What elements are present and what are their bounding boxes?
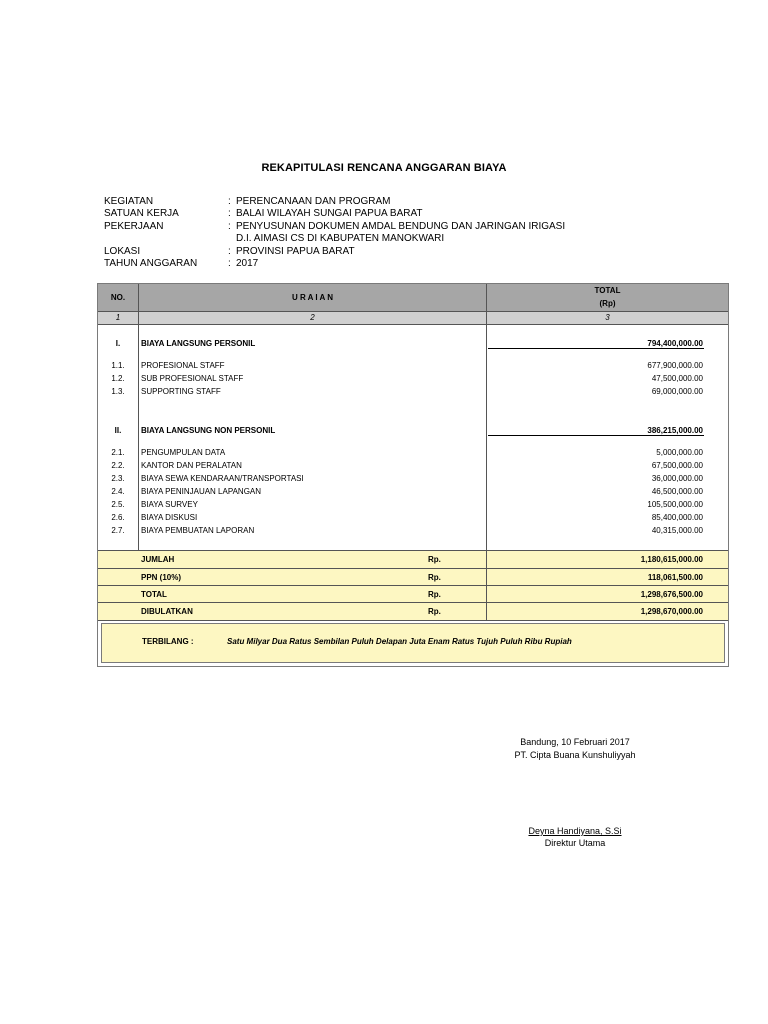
meta-colon: : [228, 196, 231, 207]
row-label: SUB PROFESIONAL STAFF [141, 374, 244, 383]
row-label: PROFESIONAL STAFF [141, 361, 225, 370]
budget-table [97, 283, 729, 667]
meta-value: PROVINSI PAPUA BARAT [236, 245, 355, 257]
row-no: 1.3. [111, 387, 125, 396]
signatory-position: Direktur Utama [544, 838, 606, 848]
row-amount: 386,215,000.00 [647, 426, 703, 435]
row-amount: 36,000,000.00 [651, 474, 703, 483]
table-row [98, 474, 728, 486]
table-row [98, 500, 728, 512]
row-label: BIAYA SEWA KENDARAAN/TRANSPORTASI [141, 474, 304, 483]
row-no: 1.1. [111, 361, 125, 370]
meta-value: BALAI WILAYAH SUNGAI PAPUA BARAT [236, 208, 423, 220]
header-total-unit: (Rp) [599, 299, 616, 308]
table-row [98, 387, 728, 399]
row-label: SUPPORTING STAFF [141, 387, 221, 396]
row-label: BIAYA LANGSUNG PERSONIL [141, 339, 256, 348]
row-divider [98, 585, 728, 586]
row-label: KANTOR DAN PERALATAN [141, 461, 242, 470]
subtotal-underline [488, 435, 704, 436]
meta-label: KEGIATAN [104, 196, 154, 207]
row-label: BIAYA LANGSUNG NON PERSONIL [141, 426, 276, 435]
table-row [98, 361, 728, 373]
total-currency: Rp. [428, 607, 441, 616]
row-label: BIAYA PEMBUATAN LAPORAN [141, 526, 255, 535]
total-row-ppn [98, 573, 728, 585]
row-no: 2.2. [111, 461, 125, 470]
row-amount: 85,400,000.00 [651, 513, 703, 522]
row-no: I. [115, 339, 121, 348]
total-amount: 1,298,676,500.00 [640, 590, 703, 599]
meta-value: PENYUSUNAN DOKUMEN AMDAL BENDUNG DAN JARINGAN IRIGASI [236, 220, 566, 232]
signatory-name: Deyna Handiyana, S.Si [528, 826, 622, 836]
meta-colon: : [228, 257, 231, 269]
subtotal-underline [488, 348, 704, 349]
col-number-3: 3 [605, 313, 610, 322]
meta-label: SATUAN KERJA [104, 208, 179, 220]
table-row [98, 513, 728, 525]
meta-colon: : [228, 208, 231, 220]
table-row [98, 526, 728, 538]
row-amount: 677,900,000.00 [647, 361, 703, 370]
table-header [98, 284, 728, 312]
row-amount: 5,000,000.00 [656, 448, 703, 457]
total-row-jumlah [98, 555, 728, 567]
row-no: 2.5. [111, 500, 125, 509]
header-total: TOTAL [594, 286, 621, 295]
row-amount: 67,500,000.00 [651, 461, 703, 470]
total-currency: Rp. [428, 555, 441, 564]
row-no: 2.4. [111, 487, 125, 496]
row-divider [98, 568, 728, 569]
total-currency: Rp. [428, 573, 441, 582]
header-no: NO. [110, 293, 126, 302]
table-row [98, 487, 728, 499]
row-no: 2.1. [111, 448, 125, 457]
table-row [98, 461, 728, 473]
meta-value: 2017 [236, 257, 259, 269]
total-row-dibulatkan [98, 607, 728, 619]
meta-label: TAHUN ANGGARAN [104, 257, 198, 269]
terbilang-label: TERBILANG : [142, 637, 194, 646]
row-no: 1.2. [111, 374, 125, 383]
column-number-row [98, 312, 728, 325]
meta-value: PERENCANAAN DAN PROGRAM [236, 196, 391, 207]
total-label: JUMLAH [141, 555, 175, 564]
table-row [98, 374, 728, 386]
header-uraian: U R A I A N [291, 293, 334, 302]
total-currency: Rp. [428, 590, 441, 599]
terbilang-value: Satu Milyar Dua Ratus Sembilan Puluh Delapan Juta Enam Ratus Tujuh Puluh Ribu Rupiah [227, 637, 572, 646]
total-amount: 1,298,670,000.00 [640, 607, 703, 616]
meta-colon: : [228, 245, 231, 257]
row-divider [98, 620, 728, 621]
row-amount: 105,500,000.00 [647, 500, 703, 509]
row-no: 2.7. [111, 526, 125, 535]
row-label: BIAYA DISKUSI [141, 513, 198, 522]
row-amount: 40,315,000.00 [651, 526, 703, 535]
row-label: BIAYA PENINJAUAN LAPANGAN [141, 487, 262, 496]
col-number-2: 2 [310, 313, 315, 322]
meta-label: PEKERJAAN [104, 220, 164, 232]
total-row-total [98, 590, 728, 602]
total-amount: 118,061,500.00 [647, 573, 703, 582]
table-row-section [98, 339, 728, 351]
sign-place-date: Bandung, 10 Februari 2017 [520, 737, 630, 747]
meta-label: LOKASI [104, 245, 141, 257]
total-label: DIBULATKAN [141, 607, 193, 616]
row-divider [98, 602, 728, 603]
row-no: 2.3. [111, 474, 125, 483]
row-amount: 46,500,000.00 [651, 487, 703, 496]
row-amount: 47,500,000.00 [651, 374, 703, 383]
col-number-1: 1 [115, 313, 121, 322]
table-row [98, 448, 728, 460]
total-amount: 1,180,615,000.00 [640, 555, 703, 564]
row-amount: 69,000,000.00 [651, 387, 703, 396]
total-label: TOTAL [141, 590, 167, 599]
row-no: II. [114, 426, 122, 435]
meta-value: D.I. AIMASI CS DI KABUPATEN MANOKWARI [236, 233, 445, 245]
total-label: PPN (10%) [141, 573, 182, 582]
row-label: BIAYA SURVEY [141, 500, 198, 509]
meta-colon: : [228, 220, 231, 232]
table-row-section [98, 426, 728, 438]
sign-company: PT. Cipta Buana Kunshuliyyah [514, 750, 636, 760]
row-no: 2.6. [111, 513, 125, 522]
row-divider [98, 550, 728, 551]
terbilang-box [101, 623, 725, 663]
document-title: REKAPITULASI RENCANA ANGGARAN BIAYA [261, 162, 507, 174]
row-label: PENGUMPULAN DATA [141, 448, 226, 457]
row-amount: 794,400,000.00 [647, 339, 703, 348]
